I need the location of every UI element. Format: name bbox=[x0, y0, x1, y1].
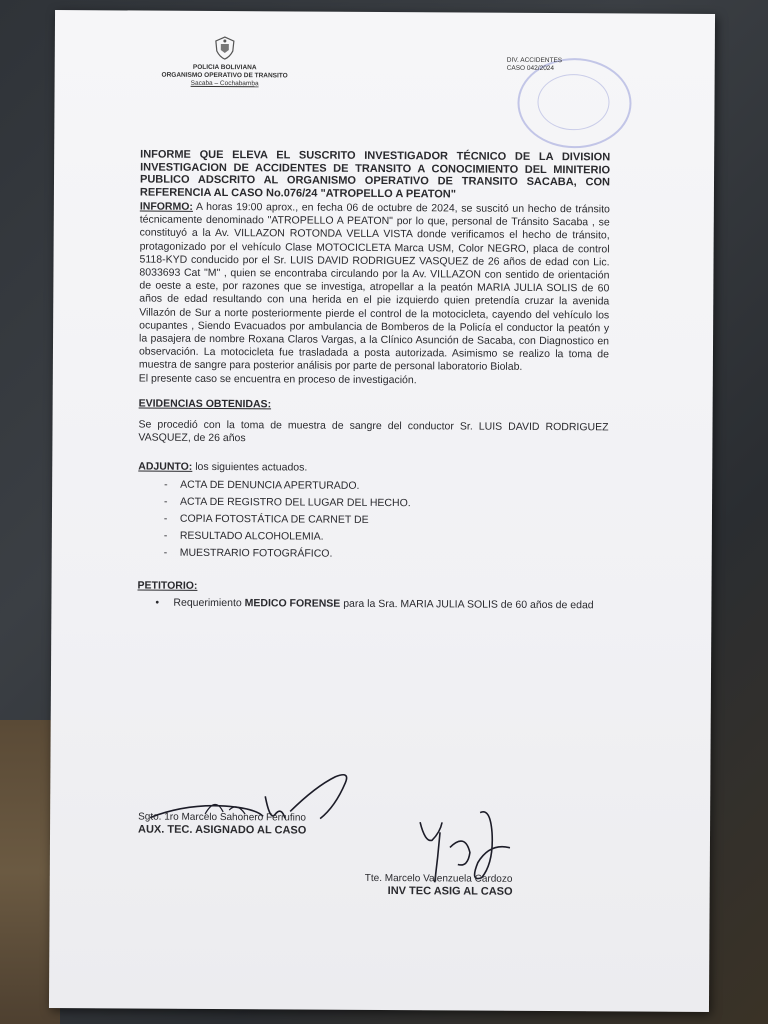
informe-paragraph bbox=[139, 201, 610, 376]
org-location: Sacaba – Cochabamba bbox=[190, 79, 259, 88]
list-item: - ACTA DE DENUNCIA APERTURADO. bbox=[164, 476, 608, 496]
list-item: - COPIA FOTOSTÁTICA DE CARNET DE bbox=[164, 510, 608, 530]
signature-block-inv bbox=[365, 872, 513, 899]
report-body bbox=[137, 149, 610, 613]
adjunto-label: ADJUNTO: bbox=[138, 460, 193, 474]
list-item: • Requerimiento MEDICO FORENSE para la Sra. MARIA JULIA SOLIS de 60 años de edad bbox=[151, 596, 607, 612]
informe-closing: El presente caso se encuentra en proceso de investigación. bbox=[138, 372, 417, 386]
petitorio-title: PETITORIO: bbox=[137, 579, 198, 592]
evidencias-text: Se procedió con la toma de muestra de sangre del conductor Sr. LUIS DAVID RODRIGUEZ VASQUEZ, de 26 años bbox=[138, 418, 609, 445]
org-unit: ORGANISMO OPERATIVO DE TRANSITO bbox=[161, 71, 288, 80]
case-number: CASO 042/2024 bbox=[506, 64, 555, 73]
evidencias-section bbox=[138, 397, 608, 447]
document-page bbox=[49, 10, 715, 1012]
petitorio-list bbox=[151, 596, 607, 612]
petitorio-section bbox=[137, 579, 607, 612]
division-label: DIV. ACCIDENTES bbox=[506, 56, 563, 65]
adjunto-section bbox=[138, 461, 609, 564]
inv-role: INV TEC ASIG AL CASO bbox=[387, 885, 513, 898]
list-item: - RESULTADO ALCOHOLEMIA. bbox=[164, 527, 608, 547]
list-item: - ACTA DE REGISTRO DEL LUGAR DEL HECHO. bbox=[164, 493, 608, 513]
aux-role: AUX. TEC. ASIGNADO AL CASO bbox=[138, 823, 307, 837]
org-name: POLICIA BOLIVIANA bbox=[192, 63, 257, 72]
inv-name: Tte. Marcelo Valenzuela Cardozo bbox=[364, 872, 513, 885]
case-reference bbox=[507, 57, 562, 73]
police-crest-icon bbox=[212, 35, 238, 61]
signature-block-aux bbox=[138, 811, 306, 838]
list-item: - MUESTRARIO FOTOGRÁFICO. bbox=[164, 544, 608, 564]
aux-name: Sgto. 1ro Marcelo Sahonero Ferrufino bbox=[138, 811, 307, 824]
adjunto-list bbox=[164, 476, 609, 564]
informe-text: A horas 19:00 aprox., en fecha 06 de octubre de 2024, se suscitó un hecho de tránsito técnicamente denominado "ATROPELLO A PEATON" por lo que, personal de Tránsito Sacaba , se constituyó a la Av. VILLAZON ROTONDA VELLA VISTA donde verificamos el hecho de tránsito, protagonizado por el vehículo Clase MOTOCICLETA Marca USM, Color NEGRO, placa de control 5118-KYD conducido por el Sr. LUIS DAVID RODRIGUEZ VASQUEZ de 26 años de edad con Lic. 8033693 Cat "M" , quien se encontraba circulando por la Av. VILLAZON con sentido de orientación de oeste a este, por razones que se investiga, atropellar a la peatón MARIA JULIA SOLIS de 60 años de edad resultando con una herida en el pie izquierdo quien pretendía cruzar la avenida Villazón de Sur a norte posteriormente pierde el control de la motocicleta, cayendo del vehículo los ocupantes , Siendo Evacuados por ambulancia de Bomberos de la Policía el conductor la peatón y la pasajera de nombre Roxana Claros Vargas, a la Clínico Asunción de Sacaba, con Diagnostico en observación. La motocicleta fue trasladada a posta autorizada. Asimismo se realizo la toma de muestra de sangre para posterior análisis por parte de personal laboratorio Biolab. bbox=[138, 200, 610, 374]
letterhead bbox=[140, 35, 310, 89]
report-title: INFORME QUE ELEVA EL SUSCRITO INVESTIGADOR TÉCNICO DE LA DIVISION INVESTIGACION DE ACCIDENTES DE TRANSITO A CONOCIMIENTO DEL MINITERIO PUBLICO ADSCRITO AL ORGANISMO OPERATIVO DE TRANSITO SACABA, CON REFERENCIA AL CASO No.076/24 "ATROPELLO A PEATON" bbox=[139, 148, 611, 200]
evidencias-title: EVIDENCIAS OBTENIDAS: bbox=[138, 397, 272, 411]
informe-label: INFORMO: bbox=[139, 200, 193, 213]
adjunto-intro: los siguientes actuados. bbox=[192, 461, 308, 474]
